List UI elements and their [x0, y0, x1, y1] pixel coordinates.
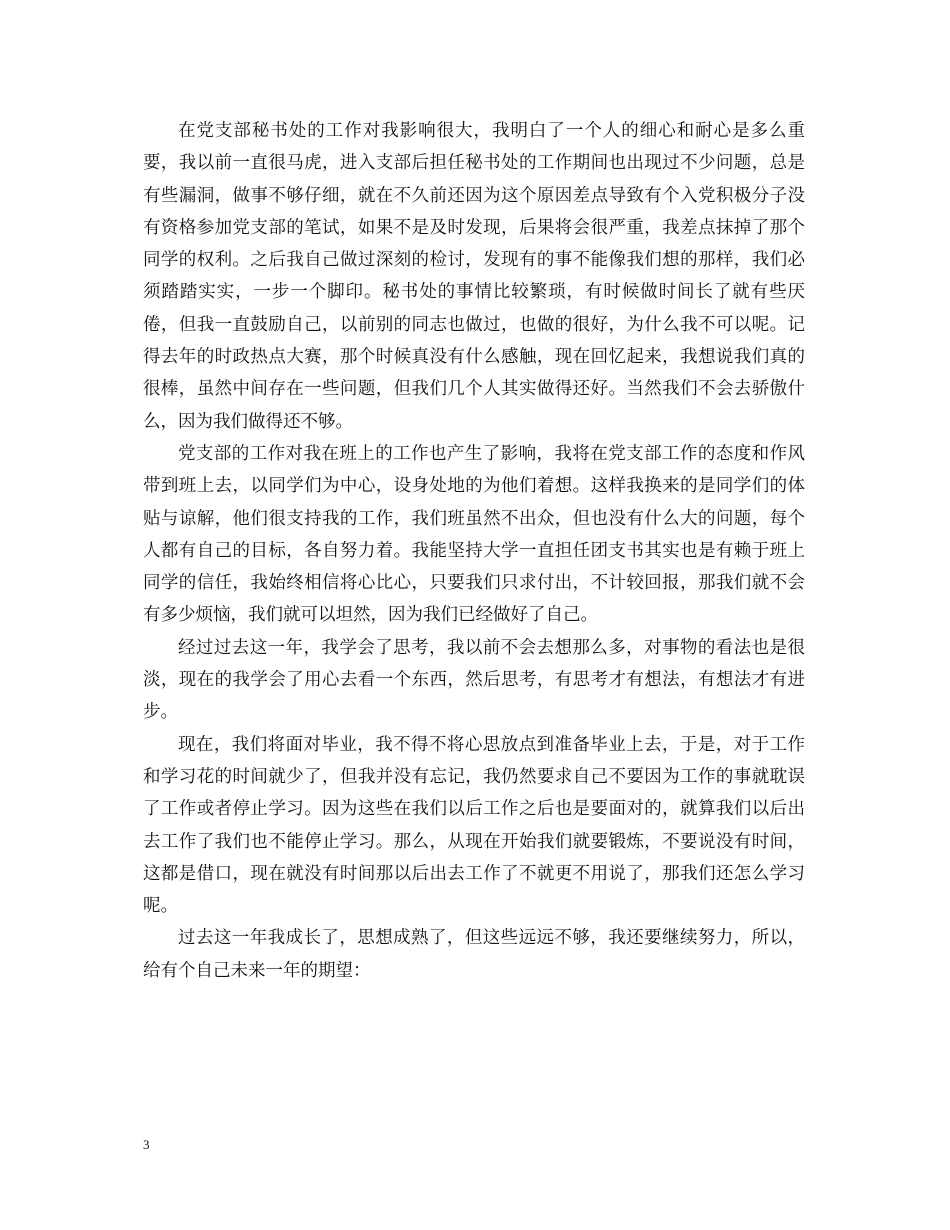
paragraph: 经过过去这一年，我学会了思考，我以前不会去想那么多，对事物的看法也是很淡，现在的我学会了用心去看一个东西，然后思考，有思考才有想法，有想法才有进步。	[143, 637, 805, 723]
paragraph: 党支部的工作对我在班上的工作也产生了影响，我将在党支部工作的态度和作风带到班上去，以同学们为中心，设身处地的为他们着想。这样我换来的是同学们的体贴与谅解，他们很支持我的工作，我们班虽然不出众，但也没有什么大的问题，每个人都有自己的目标，各自努力着。我能坚持大学一直担任团支书其实也是有赖于班上同学的信任，我始终相信将心比心，只要我们只求付出，不计较回报，那我们就不会有多少烦恼，我们就可以坦然，因为我们已经做好了自己。	[143, 443, 805, 626]
page-number: 3	[143, 1137, 150, 1152]
paragraph: 在党支部秘书处的工作对我影响很大，我明白了一个人的细心和耐心是多么重要，我以前一直很马虎，进入支部后担任秘书处的工作期间也出现过不少问题，总是有些漏洞，做事不够仔细，就在不久前还因为这个原因差点导致有个入党积极分子没有资格参加党支部的笔试，如果不是及时发现，后果将会很严重，我差点抹掉了那个同学的权利。之后我自己做过深刻的检讨，发现有的事不能像我们想的那样，我们必须踏踏实实，一步一个脚印。秘书处的事情比较繁琐，有时候做时间长了就有些厌倦，但我一直鼓励自己，以前别的同志也做过，也做的很好，为什么我不可以呢。记得去年的时政热点大赛，那个时候真没有什么感触，现在回忆起来，我想说我们真的很棒，虽然中间存在一些问题，但我们几个人其实做得还好。当然我们不会去骄傲什么，因为我们做得还不够。	[143, 121, 805, 432]
paragraph: 过去这一年我成长了，思想成熟了，但这些远远不够，我还要继续努力，所以，给有个自己未来一年的期望：	[143, 928, 805, 981]
document-body	[143, 115, 805, 987]
paragraph: 现在，我们将面对毕业，我不得不将心思放点到准备毕业上去，于是，对于工作和学习花的时间就少了，但我并没有忘记，我仍然要求自己不要因为工作的事就耽误了工作或者停止学习。因为这些在我们以后工作之后也是要面对的，就算我们以后出去工作了我们也不能停止学习。那么，从现在开始我们就要锻炼，不要说没有时间，这都是借口，现在就没有时间那以后出去工作了不就更不用说了，那我们还怎么学习呢。	[143, 734, 805, 917]
